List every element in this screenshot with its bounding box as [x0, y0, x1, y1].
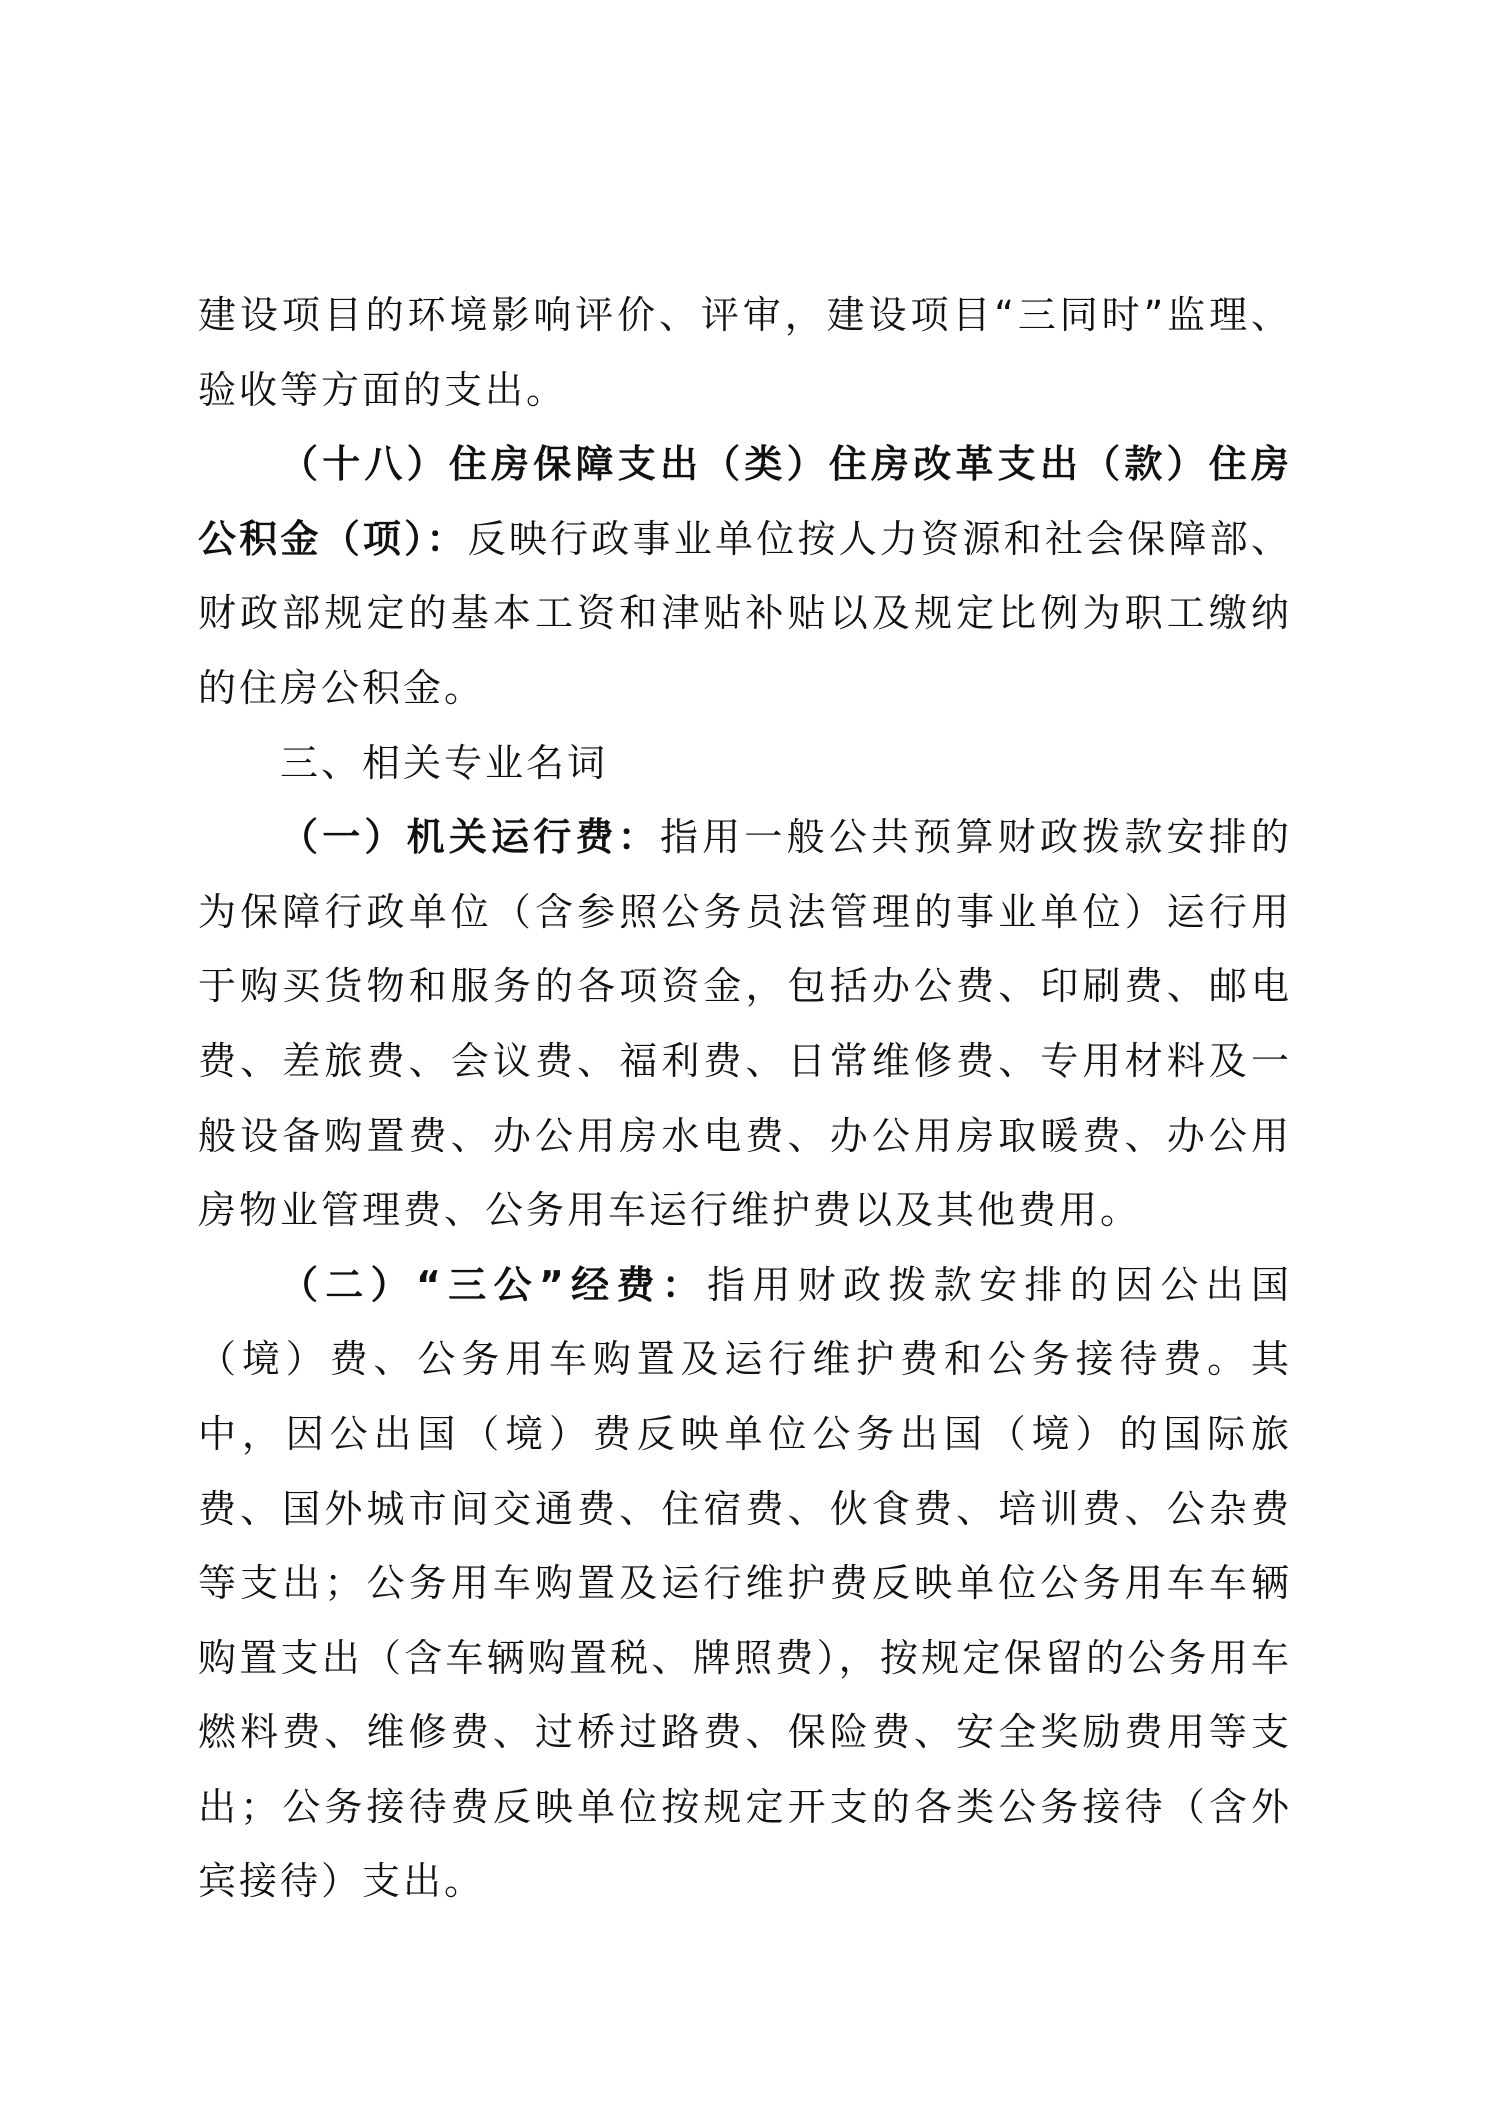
section-title	[198, 726, 1292, 801]
term-heading: （二）“三公”经费：	[280, 1262, 708, 1307]
document-body	[198, 278, 1292, 1919]
paragraph-housing-fund	[198, 427, 1292, 725]
paragraph-text: 反映行政事业单位按人力资源和社会保障部、财政部规定的基本工资和津贴补贴以及规定比例为职工缴纳的住房公积金。	[198, 516, 1292, 710]
paragraph-text: 建设项目的环境影响评价、评审，建设项目“三同时”监理、验收等方面的支出。	[198, 293, 1292, 412]
paragraph-operating-expenses	[198, 800, 1292, 1248]
paragraph-three-public-expenses	[198, 1248, 1292, 1919]
term-heading: （一）机关运行费：	[280, 815, 660, 860]
paragraph-continuation	[198, 278, 1292, 427]
term-definition: 指用一般公共预算财政拨款安排的为保障行政单位（含参照公务员法管理的事业单位）运行用于购买货物和服务的各项资金，包括办公费、印刷费、邮电费、差旅费、会议费、福利费、日常维修费、专用材料及一般设备购置费、办公用房水电费、办公用房取暖费、办公用房物业管理费、公务用车运行维护费以及其他费用。	[198, 815, 1292, 1233]
paragraph-heading: （十八）住房保障支出（类）住房改革支出（款）住房公积金（项）：	[198, 442, 1292, 561]
section-title-text: 三、相关专业名词	[280, 740, 609, 785]
term-definition: 指用财政拨款安排的因公出国（境）费、公务用车购置及运行维护费和公务接待费。其中，因公出国（境）费反映单位公务出国（境）的国际旅费、国外城市间交通费、住宿费、伙食费、培训费、公杂费等支出；公务用车购置及运行维护费反映单位公务用车车辆购置支出（含车辆购置税、牌照费），按规定保留的公务用车燃料费、维修费、过桥过路费、保险费、安全奖励费用等支出；公务接待费反映单位按规定开支的各类公务接待（含外宾接待）支出。	[198, 1262, 1292, 1904]
